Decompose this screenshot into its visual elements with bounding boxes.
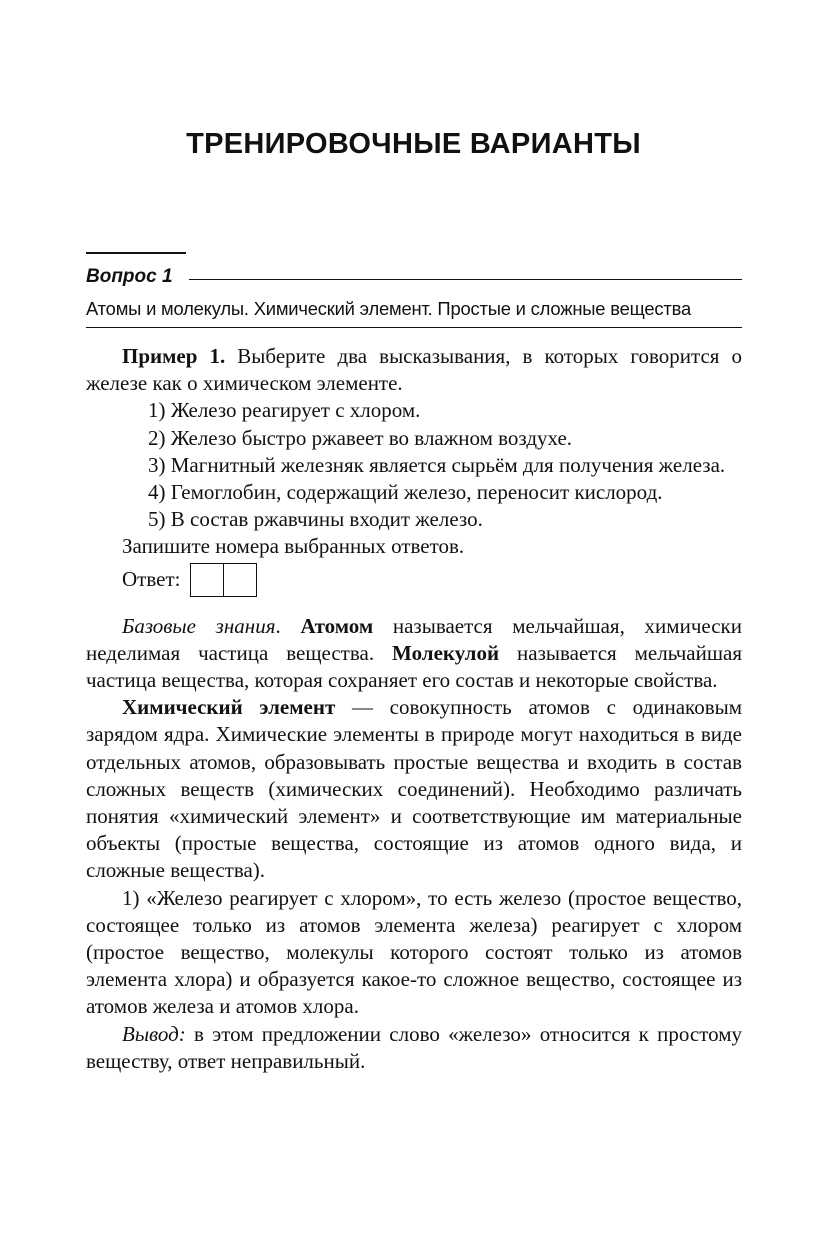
instruction: Запишите номера выбранных ответов. [122,534,465,559]
atom-term: Атомом [300,613,374,638]
example-prompt-text: Выберите два высказывания, в которых говорится о железе как о химическом элементе. [86,344,742,396]
content [86,343,742,1075]
topic-rule [86,327,742,328]
option-item: 3) Магнитный железняк является сырьём для получения железа. [148,452,726,477]
conclusion-text: в этом предложении слово «железо» относится к простому веществу, ответ неправильный. [86,1021,742,1073]
basics-paragraph [86,613,742,695]
question-label-rule [189,279,742,280]
answer-boxes [190,563,257,597]
basics-lead-dot: . [275,613,301,638]
molecule-term: Молекулой [392,640,500,665]
header-top-rule [86,252,186,254]
molecule-definition: называется мельчайшая частица вещества, которая сохраняет его состав и некоторые свойства. [86,640,742,693]
answer-options [86,397,742,533]
element-term: Химический элемент [122,695,336,720]
answer-label: Ответ: [122,567,181,592]
conclusion-paragraph [86,1021,742,1075]
conclusion-label: Вывод: [122,1021,186,1046]
page-title: ТРЕНИРОВОЧНЫЕ ВАРИАНТЫ [186,128,641,160]
example-prompt [86,343,742,397]
option-item: 5) В состав ржавчины входит железо. [148,507,483,532]
element-paragraph [86,694,742,884]
question-topic: Атомы и молекулы. Химический элемент. Простые и сложные вещества [86,298,691,319]
atom-definition: называется мельчайшая, химически неделимая частица вещества. [86,613,742,665]
analysis-paragraph: 1) «Железо реагирует с хлором», то есть железо (простое вещество, состоящее только из атомов элемента железа) реагирует с хлором (простое вещество, молекулы которого состоят только из атомов элемента хлора) и образуется какое-то сложное вещество, состоящее из атомов железа и атомов хлора. [86,885,742,1019]
answer-box-2[interactable] [223,564,256,596]
question-label: Вопрос 1 [86,266,173,287]
option-item: 4) Гемоглобин, содержащий железо, переносит кислород. [148,480,663,505]
answer-box-1[interactable] [191,564,223,596]
option-item: 2) Железо быстро ржавеет во влажном воздухе. [148,425,573,450]
basics-lead: Базовые знания [122,613,276,638]
option-item: 1) Железо реагирует с хлором. [148,398,421,423]
question-header [86,252,742,328]
answer-row [86,561,742,599]
element-text: — совокупность атомов с одинаковым зарядом ядра. Химические элементы в природе могут находиться в виде отдельных атомов, образовывать простые вещества и входить в состав сложных веществ (химических соединений). Необходимо различать понятия «химический элемент» и соответствующие им материальные объекты (простые вещества, состоящие из атомов одного вида, и сложные вещества). [86,695,743,883]
question-label-row [86,266,742,288]
example-label: Пример 1. [122,344,226,368]
